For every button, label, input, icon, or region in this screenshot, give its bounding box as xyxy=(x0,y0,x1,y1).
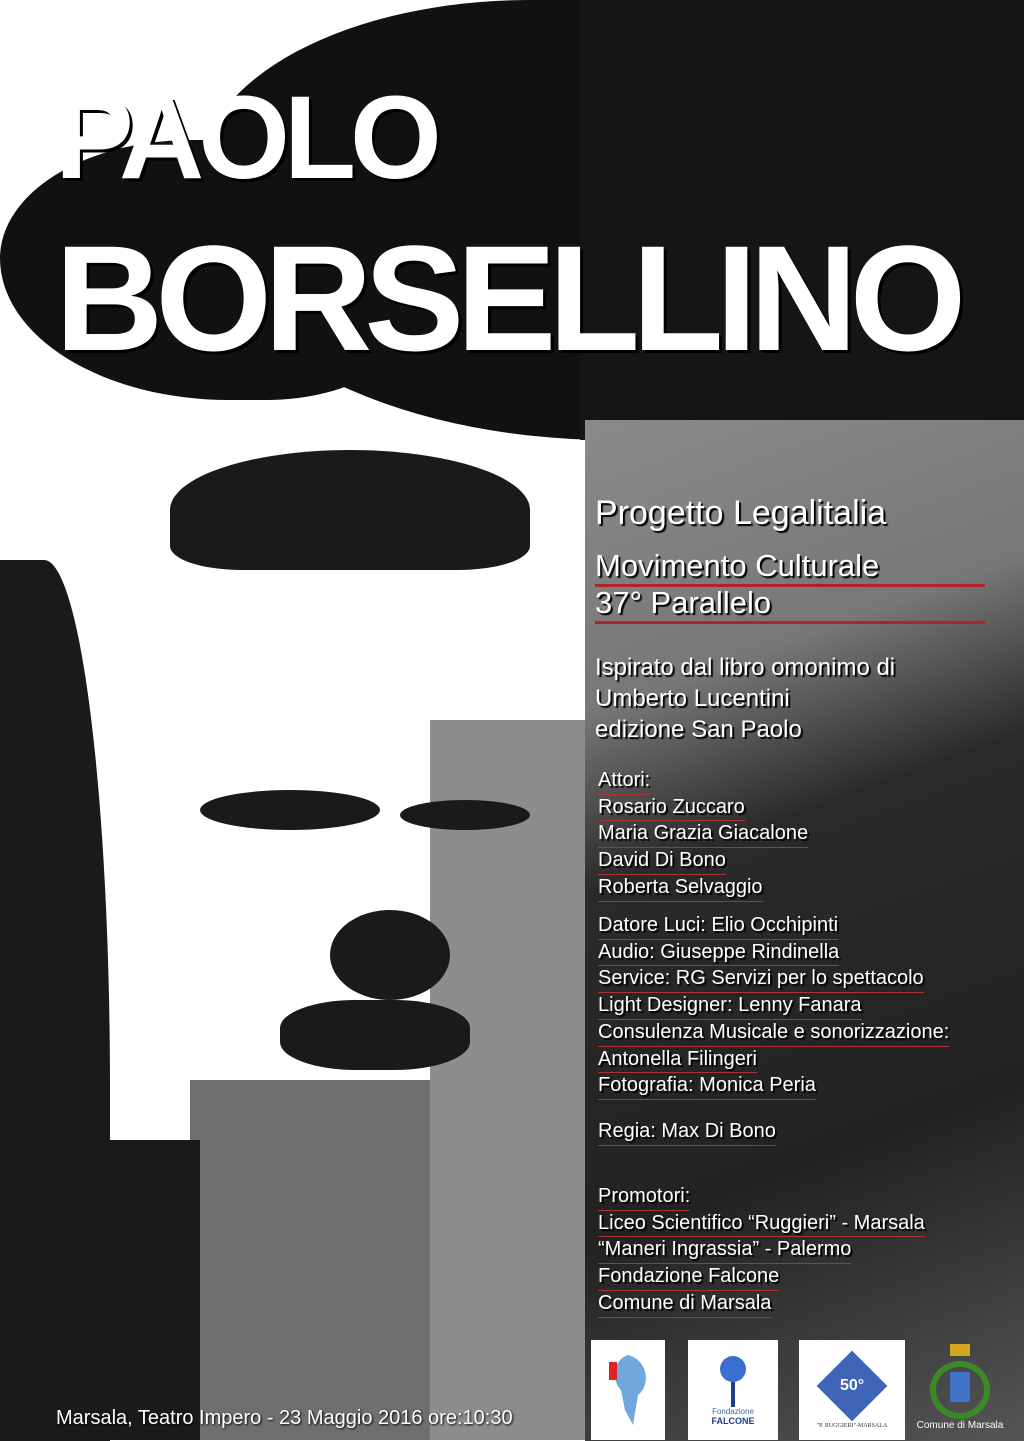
tree-icon xyxy=(713,1355,753,1407)
title-first-name: PAOLO xyxy=(55,72,436,204)
movement-line: Movimento Culturale xyxy=(595,548,985,587)
logo-text: 50° xyxy=(839,1376,865,1394)
inspiration xyxy=(595,652,895,745)
coat-of-arms-icon xyxy=(930,1342,990,1420)
actor: Roberta Selvaggio xyxy=(598,875,763,902)
title-last-name: BORSELLINO xyxy=(55,214,959,382)
dolphin-logo xyxy=(591,1340,665,1440)
liceo-ruggieri-logo xyxy=(799,1340,905,1440)
inspiration-line: edizione San Paolo xyxy=(595,716,802,743)
actor: David Di Bono xyxy=(598,848,726,875)
crew-member: Light Designer: Lenny Fanara xyxy=(598,993,862,1020)
promoter: Liceo Scientifico “Ruggieri” - Marsala xyxy=(598,1211,925,1238)
crew-member: Fotografia: Monica Peria xyxy=(598,1073,816,1100)
promoter: Fondazione Falcone xyxy=(598,1264,779,1291)
director: Regia: Max Di Bono xyxy=(598,1119,776,1146)
comune-marsala-logo xyxy=(915,1342,1005,1440)
promoter: Comune di Marsala xyxy=(598,1291,771,1318)
inspiration-line: Umberto Lucentini xyxy=(595,685,790,712)
project-name: Progetto Legalitalia xyxy=(595,494,887,532)
actor: Maria Grazia Giacalone xyxy=(598,821,808,848)
actor: Rosario Zuccaro xyxy=(598,795,745,822)
promoter: “Maneri Ingrassia” - Palermo xyxy=(598,1237,851,1264)
movement-line: 37° Parallelo xyxy=(595,585,985,624)
logo-text: FALCONE xyxy=(711,1415,755,1426)
dolphin-icon xyxy=(603,1350,653,1430)
crew-list xyxy=(598,913,949,1100)
actors-list xyxy=(598,768,808,902)
logo-text: Comune di Marsala xyxy=(916,1420,1004,1431)
crew-member: Antonella Filingeri xyxy=(598,1047,757,1074)
promoters-list xyxy=(598,1184,925,1318)
inspiration-line: Ispirato dal libro omonimo di xyxy=(595,654,896,681)
promoters-heading: Promotori: xyxy=(598,1184,690,1211)
direction xyxy=(598,1119,776,1146)
crew-member: Service: RG Servizi per lo spettacolo xyxy=(598,966,924,993)
crew-member: Consulenza Musicale e sonorizzazione: xyxy=(598,1020,949,1047)
logo-text: "P. RUGGIERI"-MARSALA xyxy=(816,1423,888,1429)
fondazione-falcone-logo xyxy=(688,1340,778,1440)
crew-member: Datore Luci: Elio Occhipinti xyxy=(598,913,838,940)
crew-member: Audio: Giuseppe Rindinella xyxy=(598,940,839,967)
portrait-image xyxy=(0,440,585,1441)
logo-text: Fondazione xyxy=(712,1406,754,1416)
actors-heading: Attori: xyxy=(598,768,650,795)
event-date-location: Marsala, Teatro Impero - 23 Maggio 2016 ore:10:30 xyxy=(56,1407,513,1429)
